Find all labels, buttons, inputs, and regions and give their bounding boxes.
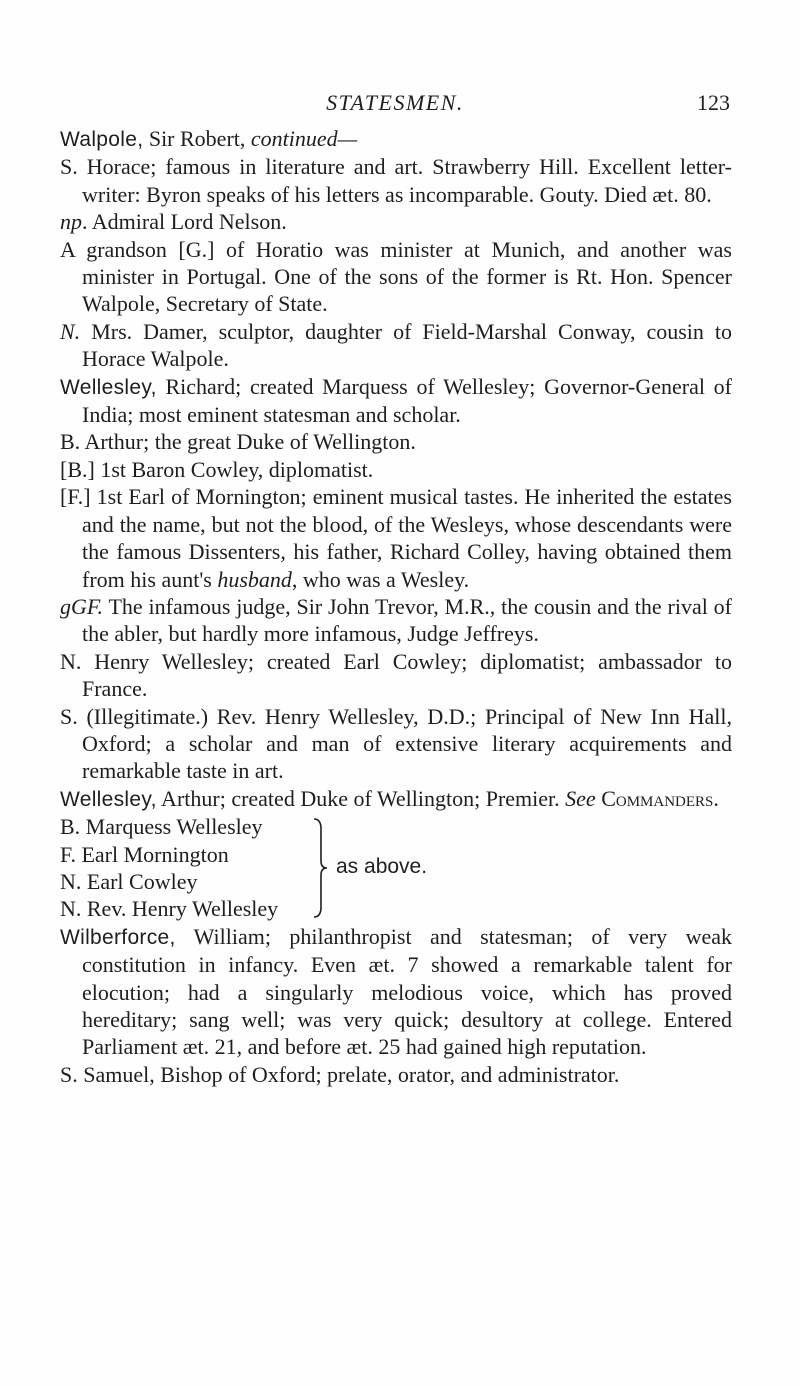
group-item: N. Rev. Henry Wellesley	[60, 896, 279, 922]
see-label: See	[565, 785, 596, 811]
group-item: N. Earl Cowley	[60, 868, 198, 894]
entry-heading-text: Sir Robert,	[143, 126, 251, 151]
entry-heading-text: William; philanthropist and statesman; of very weak constitution in infancy. Even æt. 7 showed a remarkable talent for elocution; had a singularly melodious voice, which has proved hereditary; sang well; was very quick; desultory at college. Entered Parliament æt. 21, and before æt. 25 had gained high reputation.	[82, 923, 732, 1060]
relative-nephew-henry: N. Henry Wellesley; created Earl Cowley; diplomatist; ambassador to France.	[60, 648, 732, 702]
entry-heading-text: Richard; created Marquess of Wellesley; Governor-General of India; most eminent statesman and scholar.	[82, 373, 732, 428]
relation-text: The infamous judge, Sir John Trevor, M.R., the cousin and the rival of the abler, but hardly more infamous, Judge Jeffreys.	[82, 593, 732, 647]
brace	[312, 817, 330, 919]
relative-son-samuel: S. Samuel, Bishop of Oxford; prelate, orator, and administrator.	[60, 1061, 620, 1087]
page-body	[60, 125, 732, 1088]
continued-label: continued—	[250, 126, 358, 151]
page-number: 123	[697, 90, 730, 115]
page-header	[60, 90, 730, 130]
relative-father-mornington	[60, 483, 732, 593]
entry-walpole-robert	[38, 125, 732, 153]
relatives-group	[60, 813, 732, 923]
entry-wellesley-arthur	[38, 785, 732, 813]
relation-code: gGF.	[60, 593, 103, 619]
running-title: STATESMEN.	[326, 90, 464, 115]
entry-heading-text: Arthur; created Duke of Wellington; Premier.	[156, 785, 566, 811]
relative-son-henry: S. (Illegitimate.) Rev. Henry Wellesley, D.D.; Principal of New Inn Hall, Oxford; a scholar and man of extensive literary acquirements and remarkable taste in art.	[60, 703, 732, 784]
entry-heading-name: Wellesley,	[60, 787, 157, 811]
relative-nephew-nelson	[60, 208, 732, 235]
relation-code: np	[60, 209, 82, 235]
relation-text: . Admiral Lord Nelson.	[82, 209, 287, 235]
relation-code: N.	[60, 318, 81, 344]
entry-heading-name: Walpole,	[60, 128, 144, 151]
italic-word: husband	[217, 566, 292, 592]
entry-heading-name: Wilberforce,	[60, 925, 176, 949]
entry-heading-name: Wellesley,	[60, 375, 157, 399]
relative-niece-damer	[60, 318, 732, 373]
brace-note: as above.	[336, 855, 428, 879]
relation-text-end: , who was a Wesley.	[291, 566, 470, 592]
relative-brother-cowley: [B.] 1st Baron Cowley, diplomatist.	[60, 456, 374, 482]
relation-text: Mrs. Damer, sculptor, daughter of Field-Marshal Conway, cousin to Horace Walpole.	[80, 318, 732, 372]
relative-great-grandfather-trevor	[60, 593, 732, 648]
relation-text: [F.] 1st Earl of Mornington; eminent musical tastes. He inherited the estates and the name, but not the blood, of the Wesleys, whose descendants were the famous Dissenters, his father, Richard Colley, having obtained them from his aunt's	[60, 484, 732, 592]
cross-reference: Commanders.	[601, 785, 719, 811]
relative-son-horace: S. Horace; famous in literature and art. Strawberry Hill. Excellent letter-writer: Byron speaks of his letters as incomparable. Gouty. Died æt. 80.	[60, 154, 732, 207]
group-item: F. Earl Mornington	[60, 841, 229, 867]
note-grandsons: A grandson [G.] of Horatio was minister at Munich, and another was minister in Portugal. One of the sons of the former is Rt. Hon. Spencer Walpole, Secretary of State.	[60, 236, 732, 317]
relative-brother-arthur: B. Arthur; the great Duke of Wellington.	[60, 429, 416, 455]
entry-wilberforce	[38, 923, 732, 1061]
entry-wellesley-richard	[38, 373, 732, 429]
group-item: B. Marquess Wellesley	[60, 814, 263, 840]
